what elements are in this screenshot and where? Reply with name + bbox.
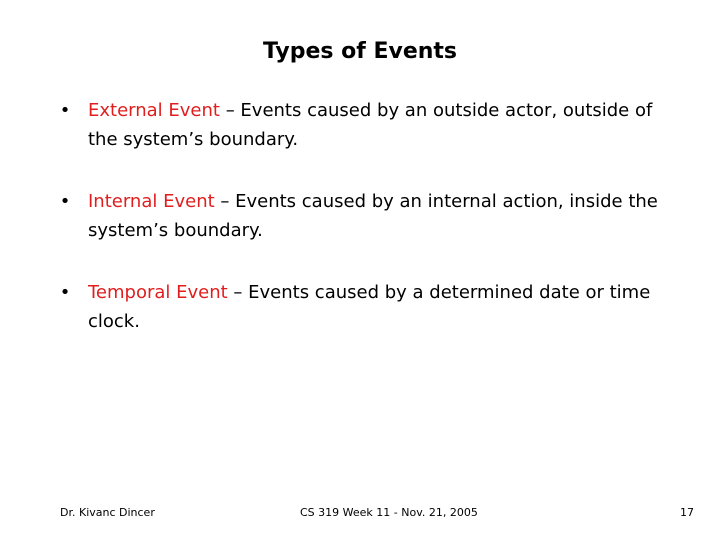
bullet-item-internal-event (56, 187, 686, 245)
bullet-item-external-event (56, 96, 686, 154)
bullet-item-temporal-event (56, 278, 686, 336)
bullet-list (56, 96, 686, 369)
bullet-marker: • (59, 191, 71, 212)
bullet-term: External Event (88, 100, 220, 121)
bullet-text: – Events caused by an internal action, inside the system’s boundary. (88, 191, 658, 241)
footer-course: CS 319 Week 11 - Nov. 21, 2005 (300, 506, 478, 519)
footer-author: Dr. Kivanc Dincer (60, 506, 155, 519)
slide-title: Types of Events (262, 39, 458, 64)
bullet-term: Temporal Event (88, 282, 228, 303)
bullet-marker: • (59, 282, 71, 303)
bullet-marker: • (59, 100, 71, 121)
footer-page-number: 17 (680, 506, 694, 519)
bullet-term: Internal Event (88, 191, 215, 212)
bullet-text: – Events caused by an outside actor, outside of the system’s boundary. (88, 100, 653, 150)
bullet-text: – Events caused by a determined date or time clock. (88, 282, 651, 332)
